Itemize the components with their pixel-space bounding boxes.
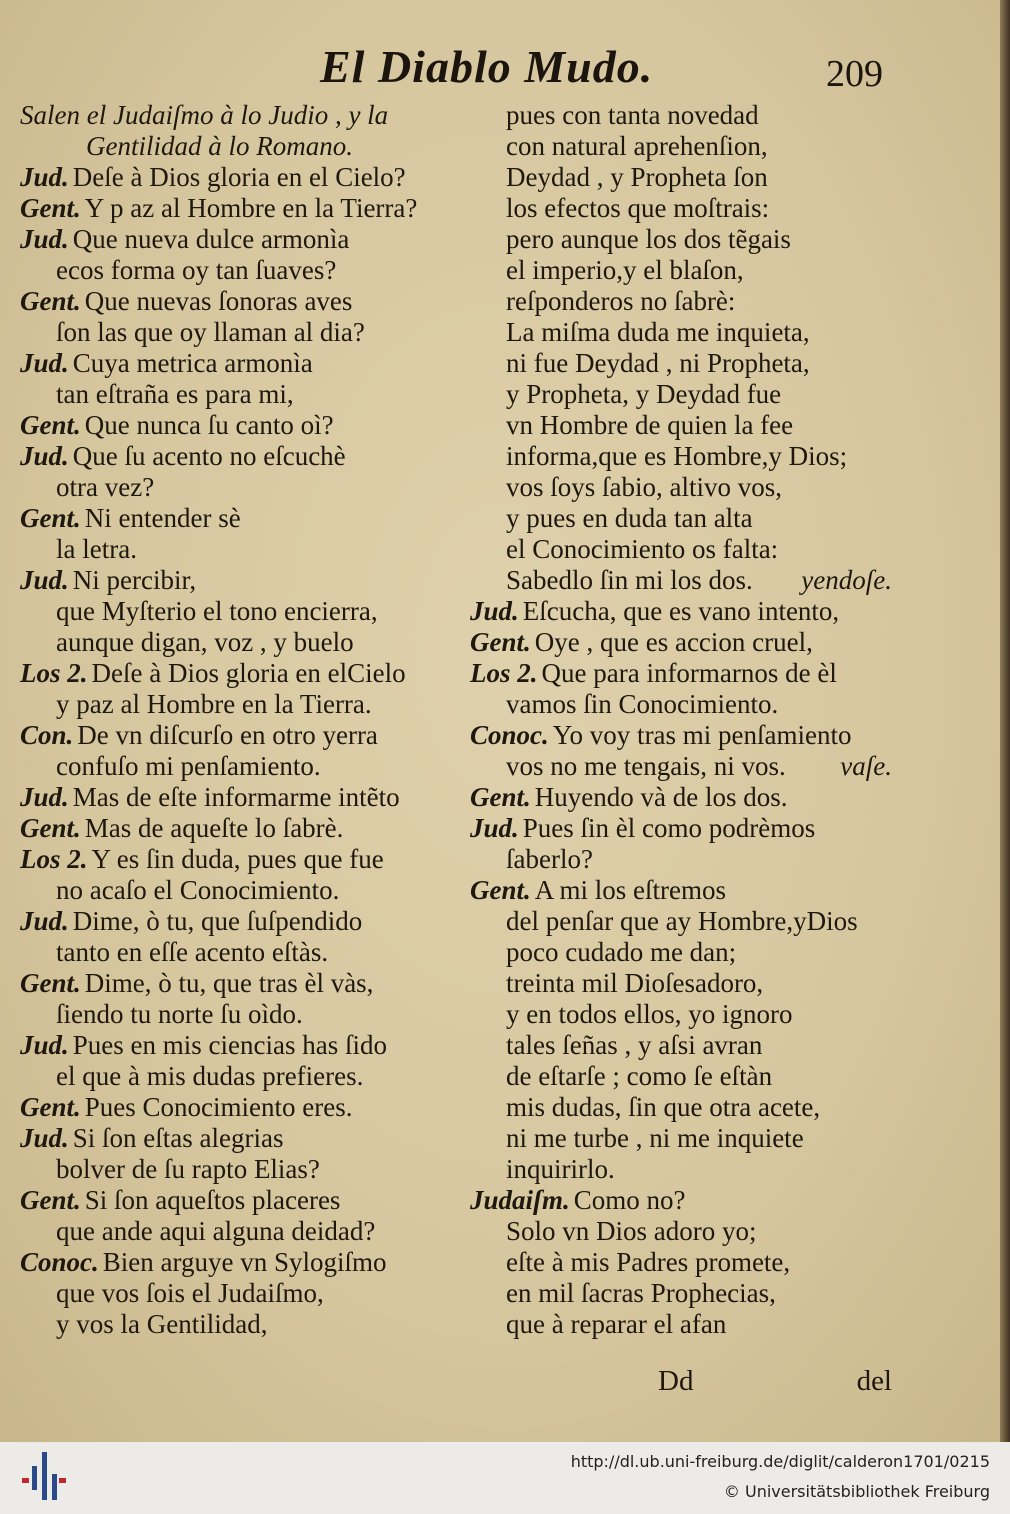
text-line: [20, 286, 460, 317]
verse-text: pues con tanta novedad: [506, 100, 759, 130]
verse-text: La miſma duda me inquieta,: [506, 317, 810, 347]
verse-text: y vos la Gentilidad,: [56, 1309, 268, 1339]
verse-text: Cuya metrica armonìa: [72, 348, 313, 378]
text-line: [470, 131, 900, 162]
text-line: [470, 720, 900, 751]
verse-text: vos ſoys ſabio, altivo vos,: [506, 472, 782, 502]
speaker-label: Judaiſm.: [470, 1185, 570, 1215]
text-line: [470, 689, 900, 720]
text-line: [470, 751, 900, 782]
verse-text: inquirirlo.: [506, 1154, 615, 1184]
verse-text: Que nuevas ſonoras aves: [84, 286, 353, 316]
text-line: [470, 565, 900, 596]
speaker-label: Gent.: [20, 1092, 81, 1122]
verse-text: informa,que es Hombre,y Dios;: [506, 441, 848, 471]
text-line: [470, 100, 900, 131]
text-line: [470, 596, 900, 627]
speaker-label: Los 2.: [20, 658, 88, 688]
verse-text: la letra.: [56, 534, 137, 564]
verse-text: que ande aqui alguna deidad?: [56, 1216, 376, 1246]
catchword: del: [856, 1365, 892, 1397]
speaker-label: Jud.: [20, 224, 69, 254]
speaker-label: Gent.: [470, 627, 531, 657]
stage-aside: yendoſe.: [801, 565, 892, 595]
speaker-label: Gent.: [470, 875, 531, 905]
verse-text: el imperio,y el blaſon,: [506, 255, 744, 285]
text-line: [20, 1278, 460, 1309]
speaker-label: Con.: [20, 720, 74, 750]
text-line: [470, 503, 900, 534]
text-line: [20, 162, 460, 193]
verse-text: reſponderos no ſabrè:: [506, 286, 736, 316]
text-line: [470, 1185, 900, 1216]
verse-text: Ni percibir,: [72, 565, 197, 595]
verse-text: Y p az al Hombre en la Tierra?: [84, 193, 418, 223]
page-number: 209: [826, 53, 883, 95]
verse-text: otra vez?: [56, 472, 155, 502]
speaker-label: Gent.: [20, 410, 81, 440]
speaker-label: Jud.: [470, 596, 519, 626]
verse-text: ecos forma oy tan ſuaves?: [56, 255, 337, 285]
right-text-column: [470, 100, 900, 1340]
verse-text: con natural aprehenſion,: [506, 131, 768, 161]
text-line: [20, 689, 460, 720]
text-line: [470, 906, 900, 937]
verse-text: Si ſon eſtas alegrias: [72, 1123, 284, 1153]
text-line: [20, 1061, 460, 1092]
text-line: [470, 1154, 900, 1185]
verse-text: Como no?: [573, 1185, 686, 1215]
verse-text: y paz al Hombre en la Tierra.: [56, 689, 372, 719]
speaker-label: Conoc.: [20, 1247, 99, 1277]
verse-text: Dime, ò tu, que tras èl vàs,: [84, 968, 374, 998]
verse-text: Mas de aqueſte lo ſabrè.: [84, 813, 344, 843]
text-line: [20, 131, 460, 162]
text-line: [20, 658, 460, 689]
page-footer-marks: [470, 1365, 900, 1401]
verse-text: Dime, ò tu, que ſuſpendido: [72, 906, 363, 936]
verse-text: tales ſeñas , y aſsi avran: [506, 1030, 763, 1060]
verse-text: y pues en duda tan alta: [506, 503, 753, 533]
text-line: [20, 1092, 460, 1123]
verse-text: pero aunque los dos tẽgais: [506, 224, 791, 254]
text-line: [470, 162, 900, 193]
text-line: [470, 193, 900, 224]
text-line: [20, 813, 460, 844]
speaker-label: Jud.: [20, 348, 69, 378]
speaker-label: Gent.: [20, 503, 81, 533]
verse-text: Huyendo và de los dos.: [534, 782, 788, 812]
verse-text: y en todos ellos, yo ignoro: [506, 999, 793, 1029]
verse-text: tanto en eſſe acento eſtàs.: [56, 937, 329, 967]
text-line: [20, 503, 460, 534]
verse-text: Que nunca ſu canto oì?: [84, 410, 334, 440]
viewer-footer: [0, 1442, 1010, 1514]
speaker-label: Jud.: [20, 782, 69, 812]
left-text-column: [20, 100, 460, 1340]
stage-direction: Gentilidad à lo Romano.: [86, 131, 353, 161]
speaker-label: Gent.: [20, 968, 81, 998]
text-line: [470, 1030, 900, 1061]
verse-text: Sabedlo ſin mi los dos.: [506, 565, 753, 595]
verse-text: mis dudas, ſin que otra acete,: [506, 1092, 821, 1122]
speaker-label: Jud.: [20, 441, 69, 471]
verse-text: no acaſo el Conocimiento.: [56, 875, 340, 905]
signature-mark: Dd: [658, 1365, 694, 1397]
verse-text: Eſcucha, que es vano intento,: [522, 596, 840, 626]
text-line: [20, 348, 460, 379]
speaker-label: Los 2.: [470, 658, 538, 688]
text-line: [470, 627, 900, 658]
text-line: [20, 565, 460, 596]
text-line: [20, 441, 460, 472]
copyright-notice: © Universitätsbibliothek Freiburg: [723, 1482, 990, 1501]
text-line: [20, 968, 460, 999]
speaker-label: Los 2.: [20, 844, 88, 874]
verse-text: el que à mis dudas prefieres.: [56, 1061, 364, 1091]
verse-text: Deydad , y Propheta ſon: [506, 162, 768, 192]
speaker-label: Jud.: [20, 1030, 69, 1060]
text-line: [20, 1309, 460, 1340]
verse-text: que vos ſois el Judaiſmo,: [56, 1278, 324, 1308]
text-line: [20, 379, 460, 410]
text-line: [470, 255, 900, 286]
text-line: [470, 1123, 900, 1154]
verse-text: Ni entender sè: [84, 503, 241, 533]
text-line: [470, 813, 900, 844]
speaker-label: Jud.: [20, 162, 69, 192]
speaker-label: Conoc.: [470, 720, 549, 750]
text-line: [20, 782, 460, 813]
text-line: [470, 937, 900, 968]
speaker-label: Gent.: [20, 286, 81, 316]
verse-text: vamos ſin Conocimiento.: [506, 689, 779, 719]
text-line: [20, 1216, 460, 1247]
text-line: [470, 1309, 900, 1340]
verse-text: Solo vn Dios adoro yo;: [506, 1216, 757, 1246]
verse-text: poco cudado me dan;: [506, 937, 737, 967]
verse-text: Que para informarnos de èl: [541, 658, 837, 688]
text-line: [470, 844, 900, 875]
text-line: [470, 224, 900, 255]
text-line: [20, 720, 460, 751]
verse-text: Si ſon aqueſtos placeres: [84, 1185, 341, 1215]
verse-text: tan eſtraña es para mi,: [56, 379, 294, 409]
verse-text: ſiendo tu norte ſu oìdo.: [56, 999, 303, 1029]
text-line: [20, 1247, 460, 1278]
text-line: [470, 1278, 900, 1309]
verse-text: Y es ſin duda, pues que fue: [91, 844, 384, 874]
verse-text: ni me turbe , ni me inquiete: [506, 1123, 804, 1153]
verse-text: Pues Conocimiento eres.: [84, 1092, 353, 1122]
verse-text: Bien arguye vn Sylogiſmo: [102, 1247, 387, 1277]
speaker-label: Gent.: [470, 782, 531, 812]
text-line: [20, 1154, 460, 1185]
verse-text: ſon las que oy llaman al dia?: [56, 317, 365, 347]
text-line: [470, 379, 900, 410]
text-line: [470, 348, 900, 379]
speaker-label: Gent.: [20, 813, 81, 843]
text-line: [20, 937, 460, 968]
verse-text: en mil ſacras Prophecias,: [506, 1278, 776, 1308]
permalink-url[interactable]: http://dl.ub.uni-freiburg.de/diglit/calderon1701/0215: [570, 1452, 990, 1471]
text-line: [20, 844, 460, 875]
speaker-label: Jud.: [20, 565, 69, 595]
verse-text: vn Hombre de quien la fee: [506, 410, 794, 440]
speaker-label: Jud.: [20, 906, 69, 936]
text-line: [470, 441, 900, 472]
library-logo-icon: [22, 1452, 66, 1500]
speaker-label: Jud.: [470, 813, 519, 843]
verse-text: el Conocimiento os falta:: [506, 534, 779, 564]
text-line: [20, 1030, 460, 1061]
verse-text: los efectos que moſtrais:: [506, 193, 770, 223]
text-line: [470, 999, 900, 1030]
text-line: [470, 1092, 900, 1123]
verse-text: Pues en mis ciencias has ſido: [72, 1030, 387, 1060]
text-line: [20, 472, 460, 503]
verse-text: Deſe à Dios gloria en elCielo: [91, 658, 406, 688]
text-line: [20, 255, 460, 286]
speaker-label: Gent.: [20, 1185, 81, 1215]
stage-direction: Salen el Judaiſmo à lo Judio , y la: [20, 100, 389, 130]
text-line: [470, 410, 900, 441]
verse-text: Pues ſin èl como podrèmos: [522, 813, 816, 843]
verse-text: del penſar que ay Hombre,yDios: [506, 906, 858, 936]
text-line: [470, 1061, 900, 1092]
speaker-label: Jud.: [20, 1123, 69, 1153]
text-line: [20, 1123, 460, 1154]
verse-text: que à reparar el afan: [506, 1309, 727, 1339]
verse-text: ni fue Deydad , ni Propheta,: [506, 348, 810, 378]
text-line: [470, 1247, 900, 1278]
text-line: [470, 875, 900, 906]
stage-aside: vaſe.: [840, 751, 892, 781]
text-line: [20, 906, 460, 937]
verse-text: aunque digan, voz , y buelo: [56, 627, 354, 657]
text-line: [20, 751, 460, 782]
verse-text: y Propheta, y Deydad fue: [506, 379, 782, 409]
verse-text: eſte à mis Padres promete,: [506, 1247, 791, 1277]
verse-text: Que nueva dulce armonìa: [72, 224, 350, 254]
verse-text: de eſtarſe ; como ſe eſtàn: [506, 1061, 773, 1091]
verse-text: Yo voy tras mi penſamiento: [552, 720, 852, 750]
text-line: [470, 1216, 900, 1247]
text-line: [20, 999, 460, 1030]
text-line: [20, 596, 460, 627]
verse-text: Oye , que es accion cruel,: [534, 627, 813, 657]
text-line: [470, 534, 900, 565]
text-line: [470, 317, 900, 348]
running-title: El Diablo Mudo.: [320, 41, 654, 92]
text-line: [20, 875, 460, 906]
verse-text: que Myſterio el tono encierra,: [56, 596, 378, 626]
text-line: [470, 782, 900, 813]
verse-text: Mas de eſte informarme intẽto: [72, 782, 400, 812]
verse-text: treinta mil Dioſesadoro,: [506, 968, 764, 998]
verse-text: confuſo mi penſamiento.: [56, 751, 321, 781]
verse-text: A mi los eſtremos: [534, 875, 726, 905]
text-line: [470, 286, 900, 317]
text-line: [20, 627, 460, 658]
text-line: [20, 1185, 460, 1216]
verse-text: ſaberlo?: [506, 844, 593, 874]
verse-text: Que ſu acento no eſcuchè: [72, 441, 346, 471]
verse-text: Deſe à Dios gloria en el Cielo?: [72, 162, 406, 192]
text-line: [470, 658, 900, 689]
text-line: [20, 224, 460, 255]
text-line: [20, 193, 460, 224]
speaker-label: Gent.: [20, 193, 81, 223]
page-edge-shadow: [1000, 0, 1010, 1442]
verse-text: vos no me tengais, ni vos.: [506, 751, 786, 781]
text-line: [470, 968, 900, 999]
text-line: [20, 317, 460, 348]
verse-text: bolver de ſu rapto Elias?: [56, 1154, 320, 1184]
verse-text: De vn diſcurſo en otro yerra: [77, 720, 378, 750]
text-line: [20, 534, 460, 565]
text-line: [20, 100, 460, 131]
text-line: [470, 472, 900, 503]
text-line: [20, 410, 460, 441]
